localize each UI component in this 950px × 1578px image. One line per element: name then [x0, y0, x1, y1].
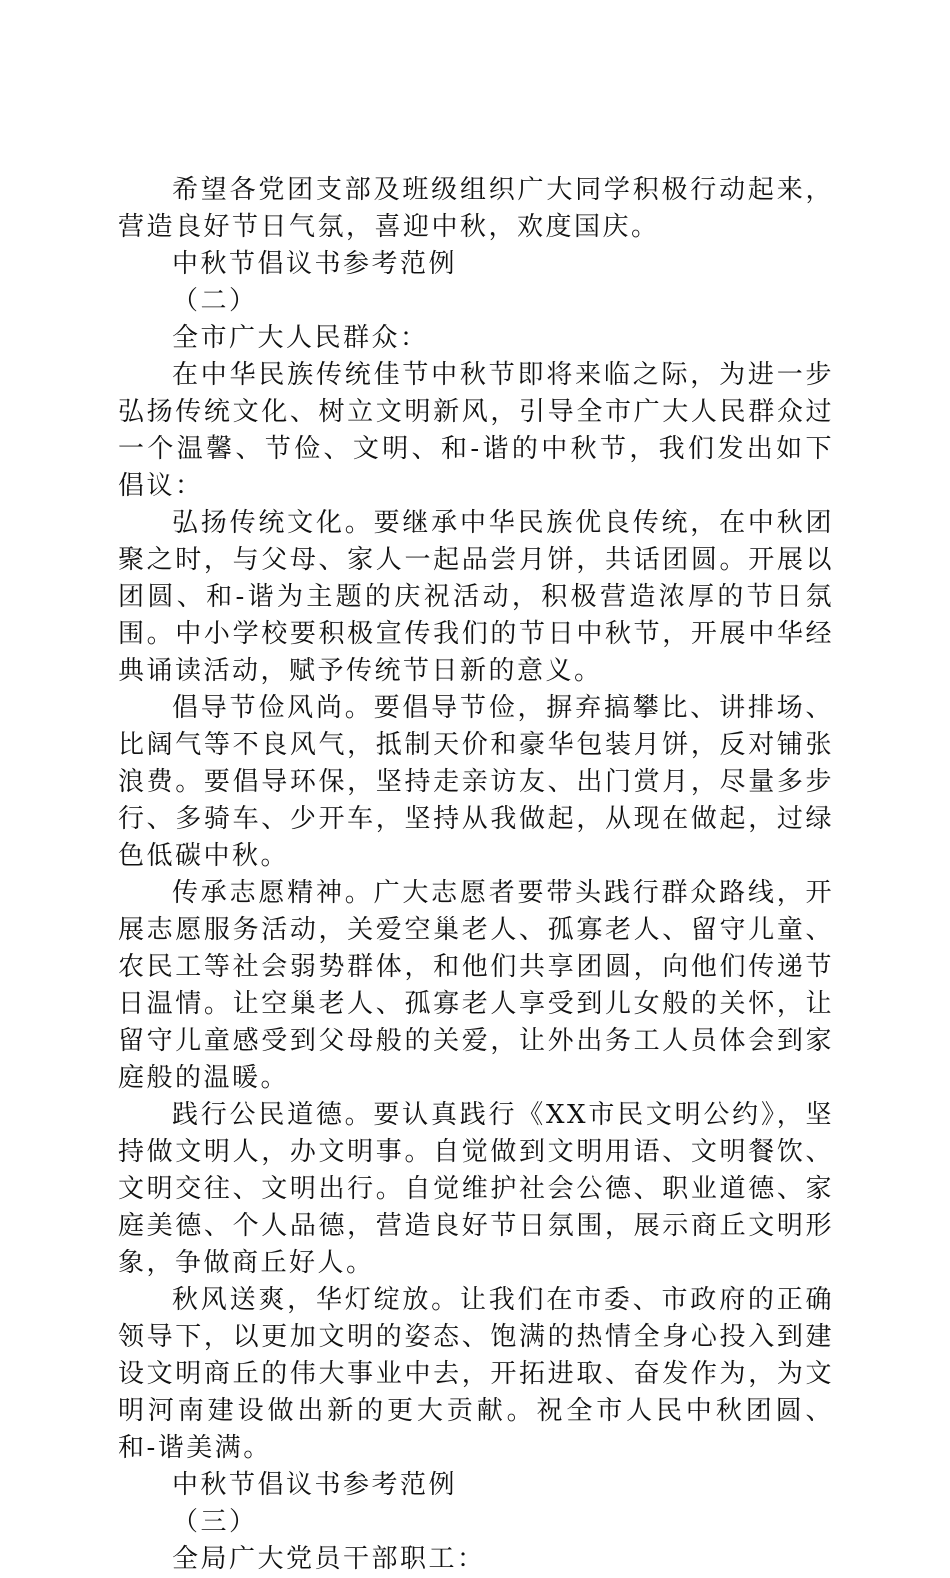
section-heading: 中秋节倡议书参考范例 — [172, 249, 458, 279]
paragraph-closing-call: 希望各党团支部及班级组织广大同学积极行动起来，营造良好节日气氛，喜迎中秋，欢度国庆。 — [118, 175, 834, 242]
paragraph-intro: 在中华民族传统佳节中秋节即将来临之际，为进一步弘扬传统文化、树立文明新风，引导全市广大人民群众过一个温馨、节俭、文明、和-谐的中秋节，我们发出如下倡议： — [118, 360, 834, 501]
paragraph-conclusion: 秋风送爽，华灯绽放。让我们在市委、市政府的正确领导下，以更加文明的姿态、饱满的热情全身心投入到建设文明商丘的伟大事业中去，开拓进取、奋发作为，为文明河南建设做出新的更大贡献。祝全市人民中秋团圆、和-谐美满。 — [118, 1285, 834, 1463]
section-number: （二） — [172, 286, 258, 316]
paragraph-volunteer: 传承志愿精神。广大志愿者要带头践行群众路线，开展志愿服务活动，关爱空巢老人、孤寡老人、留守儿童、农民工等社会弱势群体，和他们共享团圆，向他们传递节日温情。让空巢老人、孤寡老人享受到儿女般的关怀，让留守儿童感受到父母般的关爱，让外出务工人员体会到家庭般的温暖。 — [118, 878, 834, 1093]
document-body — [118, 172, 834, 1578]
section-number: （三） — [172, 1507, 258, 1537]
salutation: 全市广大人民群众： — [172, 323, 429, 353]
paragraph-ethics: 践行公民道德。要认真践行《XX市民文明公约》，坚持做文明人，办文明事。自觉做到文明用语、文明餐饮、文明交往、文明出行。自觉维护社会公德、职业道德、家庭美德、个人品德，营造良好节日氛围，展示商丘文明形象，争做商丘好人。 — [118, 1100, 834, 1278]
salutation: 全局广大党员干部职工： — [172, 1544, 486, 1574]
paragraph-culture: 弘扬传统文化。要继承中华民族优良传统，在中秋团聚之时，与父母、家人一起品尝月饼，共话团圆。开展以团圆、和-谐为主题的庆祝活动，积极营造浓厚的节日氛围。中小学校要积极宣传我们的节日中秋节，开展中华经典诵读活动，赋予传统节日新的意义。 — [118, 508, 834, 686]
paragraph-thrift: 倡导节俭风尚。要倡导节俭，摒弃搞攀比、讲排场、比阔气等不良风气，抵制天价和豪华包装月饼，反对铺张浪费。要倡导环保，坚持走亲访友、出门赏月，尽量多步行、多骑车、少开车，坚持从我做起，从现在做起，过绿色低碳中秋。 — [118, 693, 834, 871]
section-heading: 中秋节倡议书参考范例 — [172, 1470, 458, 1500]
